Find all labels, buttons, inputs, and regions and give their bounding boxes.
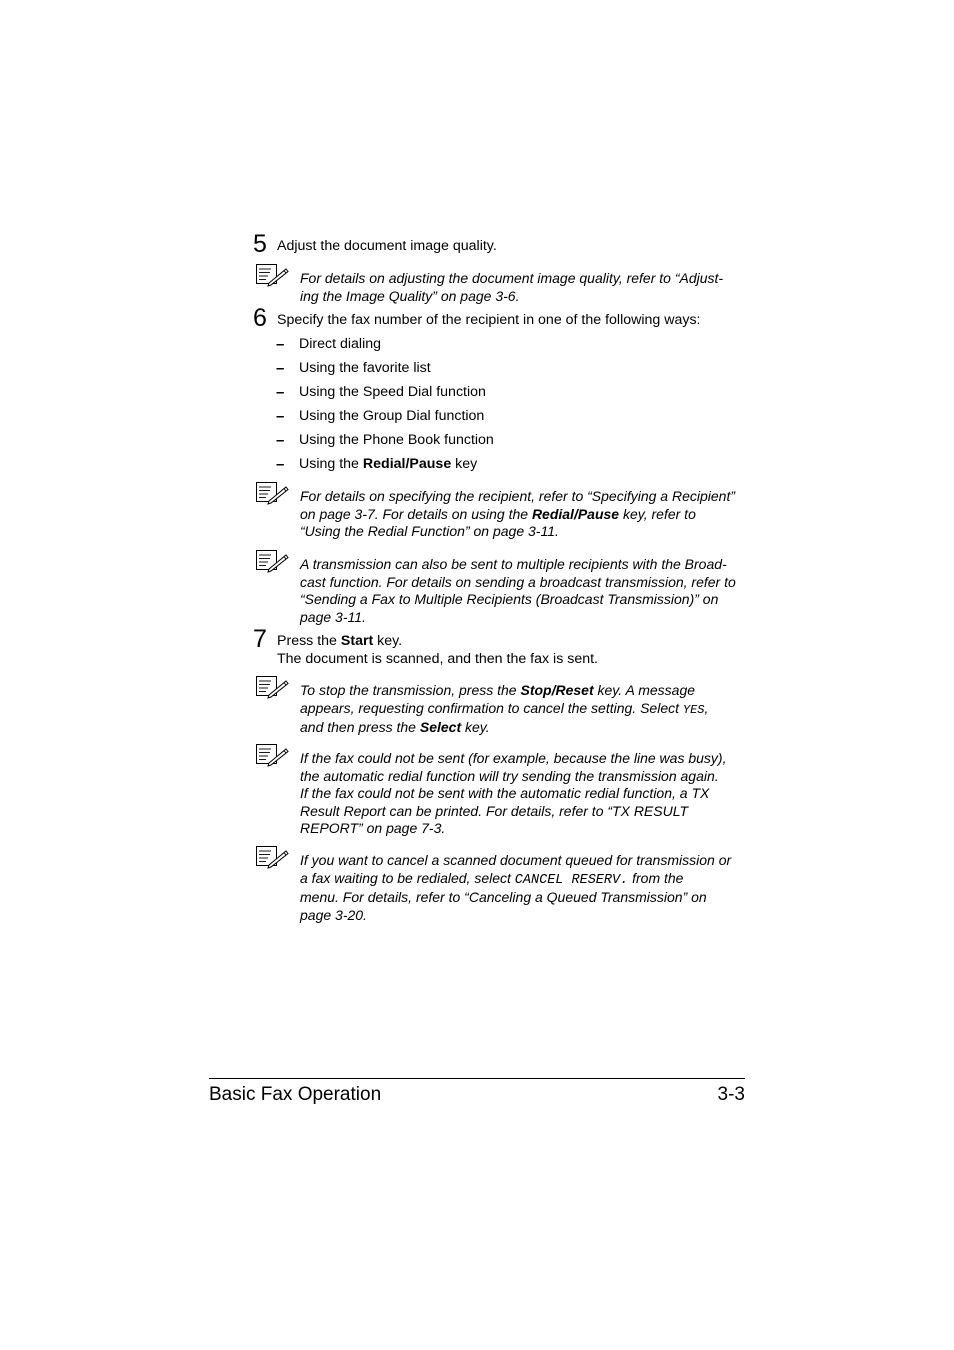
note-line: a fax waiting to be redialed, select CANCEL RESERV. from the bbox=[300, 869, 684, 888]
dash-bullet: – bbox=[276, 336, 285, 353]
note-image-quality bbox=[300, 270, 723, 305]
note-line: If the fax could not be sent with the automatic redial function, a TX bbox=[300, 785, 710, 802]
step-number-5: 5 bbox=[253, 230, 267, 258]
page-number: 3-3 bbox=[717, 1084, 745, 1105]
note-line: page 3-20. bbox=[300, 906, 367, 923]
note-line: For details on adjusting the document image quality, refer to “Adjust- bbox=[300, 270, 724, 286]
note-pencil-icon bbox=[255, 675, 289, 699]
note-pencil-icon bbox=[255, 263, 289, 287]
step-6-text: Specify the fax number of the recipient in one of the following ways: bbox=[277, 312, 701, 328]
note-line: appears, requesting confirmation to cancel the setting. Select YES, bbox=[300, 699, 709, 717]
note-line: ing the Image Quality” on page 3-6. bbox=[300, 287, 520, 304]
list-item: – Using the Speed Dial function bbox=[276, 384, 486, 401]
note-line: A transmission can also be sent to multiple recipients with the Broad- bbox=[300, 556, 727, 572]
note-line: cast function. For details on sending a broadcast transmission, refer to bbox=[300, 573, 736, 590]
dash-bullet: – bbox=[276, 360, 285, 377]
note-line: and then press the Select key. bbox=[300, 719, 490, 736]
dash-bullet: – bbox=[276, 432, 285, 449]
step-5-text: Adjust the document image quality. bbox=[277, 238, 497, 254]
step-number-6: 6 bbox=[253, 304, 267, 332]
note-line: If the fax could not be sent (for example, because the line was busy), bbox=[300, 750, 727, 766]
note-pencil-icon bbox=[255, 481, 289, 505]
footer-title: Basic Fax Operation bbox=[209, 1084, 382, 1105]
list-item: – Using the Group Dial function bbox=[276, 408, 485, 425]
step-7-result: The document is scanned, and then the fax is sent. bbox=[277, 650, 598, 667]
note-redial bbox=[300, 750, 726, 838]
recipient-method-list bbox=[276, 336, 494, 480]
step-7-text: Press the Start key. The document is scanned, and then the fax is sent. bbox=[277, 633, 598, 667]
note-pencil-icon bbox=[255, 743, 289, 767]
note-broadcast bbox=[300, 556, 736, 626]
footer-rule bbox=[209, 1078, 745, 1079]
note-line: menu. For details, refer to “Canceling a Queued Transmission” on bbox=[300, 889, 707, 906]
note-pencil-icon bbox=[255, 845, 289, 869]
note-line: REPORT” on page 7-3. bbox=[300, 820, 446, 837]
dash-bullet: – bbox=[276, 408, 285, 425]
step-number-7: 7 bbox=[253, 625, 267, 653]
note-line: “Using the Redial Function” on page 3-11. bbox=[300, 523, 559, 540]
note-cancel-queued bbox=[300, 852, 731, 924]
note-line: Result Report can be printed. For details, refer to “TX RESULT bbox=[300, 802, 689, 819]
list-item: – Using the favorite list bbox=[276, 360, 431, 377]
dash-bullet: – bbox=[276, 384, 285, 401]
note-specifying-recipient bbox=[300, 488, 735, 541]
note-line: on page 3-7. For details on using the Redial/Pause key, refer to bbox=[300, 505, 696, 522]
note-line: page 3-11. bbox=[300, 608, 366, 625]
note-line: For details on specifying the recipient, refer to “Specifying a Recipient” bbox=[300, 488, 735, 504]
note-line: the automatic redial function will try sending the transmission again. bbox=[300, 767, 719, 784]
dash-bullet: – bbox=[276, 456, 285, 473]
note-stop-transmission bbox=[300, 682, 708, 737]
note-line: If you want to cancel a scanned document queued for transmission or bbox=[300, 852, 732, 868]
note-line: To stop the transmission, press the Stop/Reset key. A message bbox=[300, 682, 696, 698]
note-pencil-icon bbox=[255, 549, 289, 573]
list-item: – Direct dialing bbox=[276, 336, 382, 353]
list-item: – Using the Phone Book function bbox=[276, 432, 494, 449]
note-line: “Sending a Fax to Multiple Recipients (Broadcast Transmission)” on bbox=[300, 591, 719, 608]
list-item: – Using the Redial/Pause key bbox=[276, 456, 478, 473]
